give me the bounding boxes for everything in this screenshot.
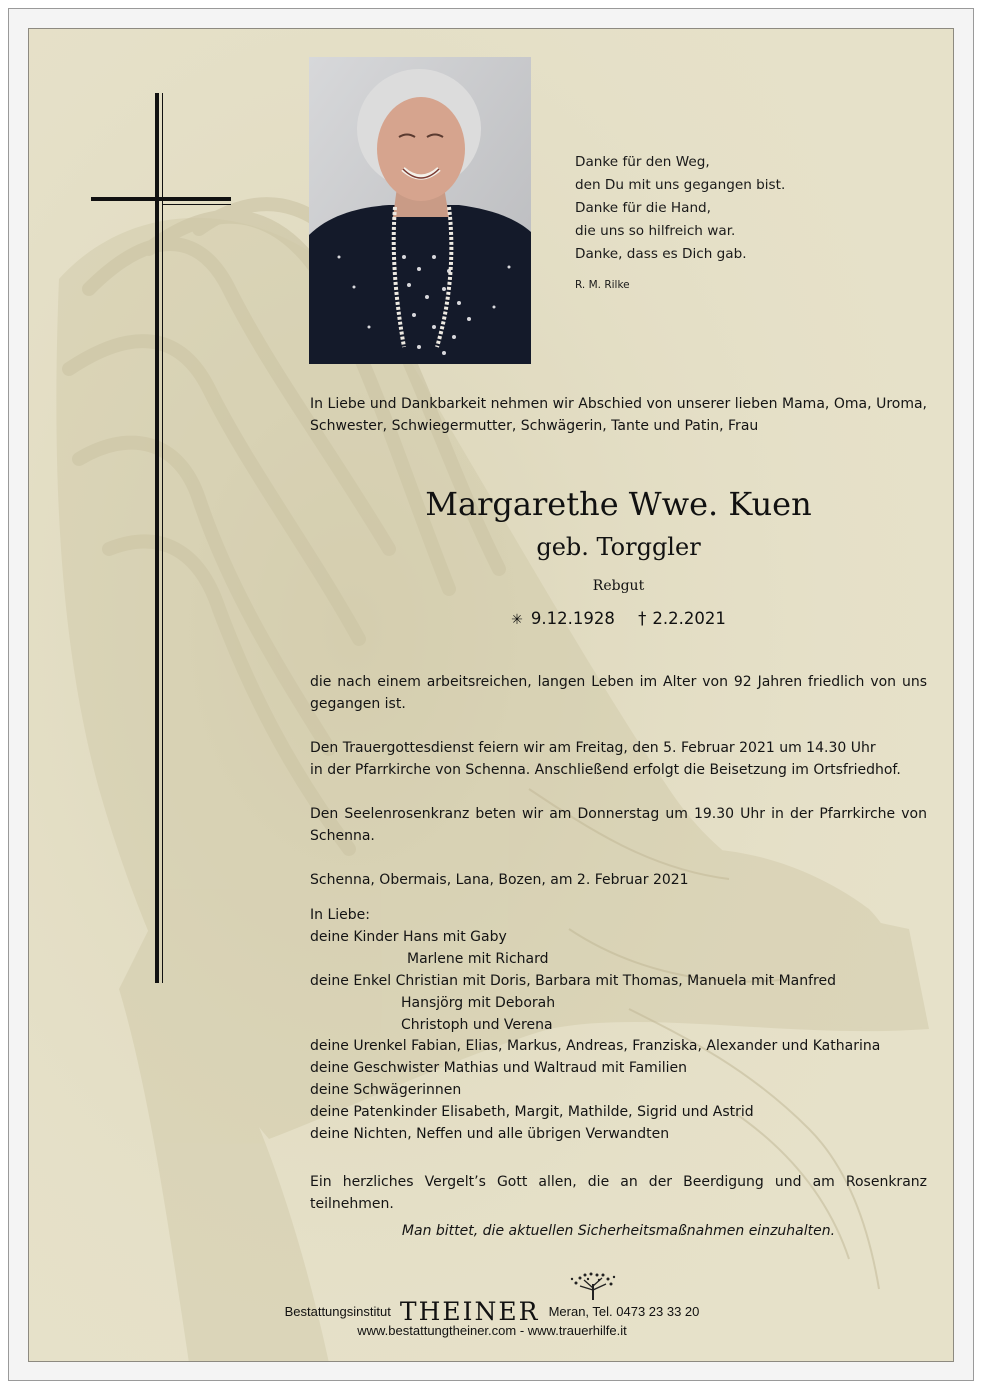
place-date-text: Schenna, Obermais, Lana, Bozen, am 2. Februar 2021 — [310, 872, 689, 888]
life-paragraph — [310, 671, 927, 715]
life-dates — [310, 609, 927, 628]
poem-quote — [575, 151, 785, 266]
life-text: die nach einem arbeitsreichen, langen Leben im Alter von 92 Jahren friedlich von uns gegangen ist. — [310, 674, 927, 712]
poem-line: Danke, dass es Dich gab. — [575, 246, 747, 262]
death-cross-icon: † — [638, 609, 647, 628]
funeral-line: in der Pfarrkirche von Schenna. Anschließend erfolgt die Beisetzung im Ortsfriedhof. — [310, 762, 901, 778]
list-item: deine Nichten, Neffen und alle übrigen Verwandten — [310, 1126, 670, 1143]
list-item: Marlene mit Richard — [407, 950, 549, 967]
list-item: Christoph und Verena — [401, 1016, 553, 1033]
birth-star-icon: ✳ — [511, 612, 523, 628]
funeral-paragraph — [310, 737, 927, 781]
list-item: deine Enkel Christian mit Doris, Barbara mit Thomas, Manuela mit Manfred — [310, 972, 836, 989]
rosary-text: Den Seelenrosenkranz beten wir am Donnerstag um 19.30 Uhr in der Pfarrkirche von Schenna. — [310, 806, 927, 844]
thanks-paragraph — [310, 1171, 927, 1215]
funeral-home-contact: Meran, Tel. 0473 23 33 20 — [548, 1304, 700, 1319]
list-item: deine Geschwister Mathias und Waltraud mit Familien — [310, 1060, 687, 1077]
mourners-heading: In Liebe: — [310, 907, 370, 923]
funeral-home-line — [29, 1297, 954, 1326]
rosary-paragraph — [310, 803, 927, 847]
poem-line: den Du mit uns gegangen bist. — [575, 177, 786, 193]
poem-line: Danke für die Hand, — [575, 200, 712, 216]
funeral-home-websites: www.bestattungtheiner.com - www.trauerhilfe.it — [357, 1323, 627, 1338]
list-item: deine Urenkel Fabian, Elias, Markus, Andreas, Franziska, Alexander und Katharina — [310, 1038, 881, 1055]
funeral-home-prefix: Bestattungsinstitut — [284, 1304, 391, 1319]
deceased-name: Margarethe Wwe. Kuen — [425, 485, 812, 523]
tree-logo-icon — [566, 1272, 620, 1300]
safety-notice: Man bittet, die aktuellen Sicherheitsmaßnahmen einzuhalten. — [401, 1223, 836, 1239]
thanks-text: Ein herzliches Vergelt’s Gott allen, die an der Beerdigung und am Rosenkranz teilnehmen. — [310, 1174, 927, 1212]
place-date — [310, 869, 927, 891]
poem-line: die uns so hilfreich war. — [575, 223, 736, 239]
farm-name: Rebgut — [592, 578, 645, 594]
funeral-home-logo: THEINER — [399, 1297, 540, 1326]
deceased-portrait-photo — [309, 57, 531, 364]
list-item: deine Schwägerinnen — [310, 1082, 462, 1099]
poem-author: R. M. Rilke — [575, 279, 630, 291]
intro-text: In Liebe und Dankbarkeit nehmen wir Abschied von unserer lieben Mama, Oma, Uroma, Schwester, Schwiegermutter, Schwägerin, Tante und Patin, Frau — [310, 396, 927, 434]
list-item: deine Kinder Hans mit Gaby — [310, 928, 507, 945]
funeral-line: Den Trauergottesdienst feiern wir am Freitag, den 5. Februar 2021 um 14.30 Uhr — [310, 740, 876, 756]
intro-paragraph — [310, 393, 927, 437]
mourners-list — [310, 905, 880, 1146]
poem-line: Danke für den Weg, — [575, 154, 710, 170]
death-date: 2.2.2021 — [652, 609, 726, 628]
cross-icon — [91, 93, 231, 983]
funeral-home-footer — [29, 1267, 954, 1347]
list-item: Hansjörg mit Deborah — [401, 994, 556, 1011]
list-item: deine Patenkinder Elisabeth, Margit, Mathilde, Sigrid und Astrid — [310, 1104, 754, 1121]
birth-date: 9.12.1928 — [530, 609, 615, 628]
maiden-name: geb. Torggler — [536, 533, 701, 561]
obituary-card — [28, 28, 954, 1362]
